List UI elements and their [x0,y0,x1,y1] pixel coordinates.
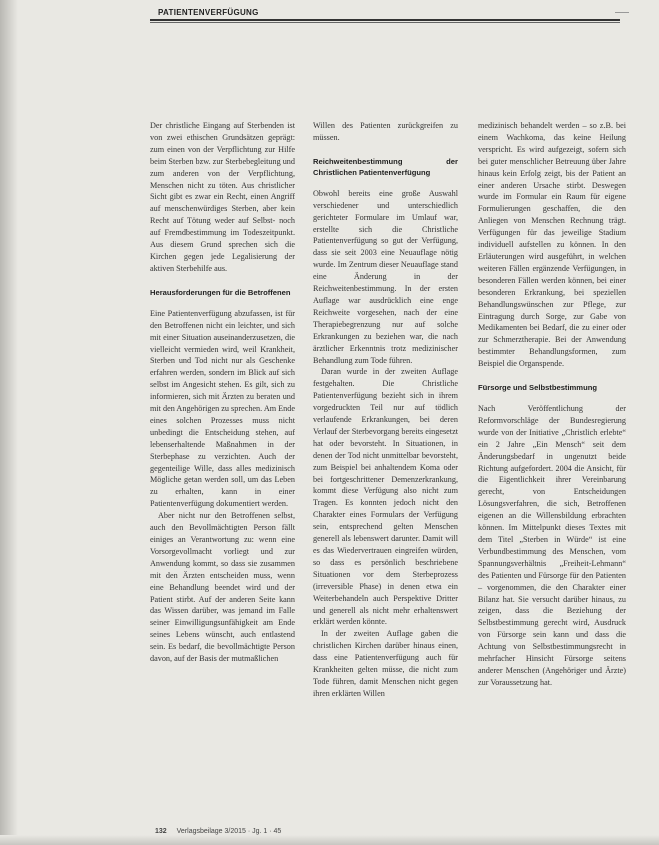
section-heading: Reichweitenbestimmung der Christlichen Patientenverfügung [313,156,458,177]
paragraph: Eine Patientenverfügung abzufassen, ist für den Betroffenen nicht ein leichter, und sich mit einer Situation auseinanderzusetzen, die vielleicht vermieden wird, weil Krankheit, Sterben und Tod nicht nur als Geschenke erfahren werden, sondern im Blick auf sich selbst im Angesicht stehen. Es gilt, sich zu informieren, sich mit Ärzten zu beraten und mit den Angehörigen zu sprechen. Am Ende eines solchen Prozesses muss nicht unbedingt die Entscheidung stehen, auf lebenserhaltende Maßnahmen in der Sterbephase zu verzichten. Auch der gegenteilige Wille, dass alles medizinisch Mögliche getan werden soll, um das Leben zu erhalten, kann in einer Patientenverfügung dokumentiert werden. [150,308,295,509]
paragraph: Aber nicht nur den Betroffenen selbst, auch den Bevollmächtigten Person fällt einiges an Verantwortung zu: wenn eine Vorsorgevollmacht vorliegt und zur Anwendung kommt, so dass sie zusammen mit den Ärzten entscheiden muss, wenn eine Behandlung beendet wird und der Patient stirbt. Auf der anderen Seite kann das Wissen darüber, was jemand im Falle seiner Einwilligungsunfähigkeit am Ende seines Lebens wünscht, auch entlastend sein. Es bedarf, die bevollmächtigte Person davon, auf der Basis der mutmaßlichen [150,511,295,664]
running-header: PATIENTENVERFÜGUNG [158,8,259,17]
paragraph: Daran wurde in der zweiten Auflage festgehalten. Die Christliche Patientenverfügung bezieht sich in ihrem vorgedruckten Teil nur auf tödlich verlaufende Erkrankungen, bei deren Verlauf der Sterbevorgang bereits eingesetzt hat oder bevorsteht. In Situationen, in denen der Tod nicht unmittelbar bevorsteht, zum Beispiel bei anhaltendem Koma oder bei fortgeschrittener Demenzerkrankung, kommt diese Verfügung also nicht zum Tragen. Es konnten jedoch nicht den Charakter eines Formulars der Verfügung sein, entsprechend gelten Menschen generell als lebenswert darunter. Damit will es das Wiedervertrauen eingreifen würden, so dass es persönlich beschriebene Situationen vor dem Sterbeprozess (irreversible Phase) in denen etwa ein Weiterbehandeln auch Perspektive Dritter und generell als nicht mehr erhaltenswert erklärt werden könnte. [313,367,458,627]
paragraph: In der zweiten Auflage gaben die christlichen Kirchen darüber hinaus einen, dass eine Patientenverfügung auch für Krankheiten gelten müsse, die nicht zum Tode führen, damit Menschen nicht gegen ihren erklärten Willen [313,629,458,698]
page-number: 132 [155,828,167,835]
header-rule [150,19,620,21]
column-1 [150,120,295,665]
page-footer [155,828,281,835]
paragraph: medizinisch behandelt werden – so z.B. bei einem Wachkoma, das keine Heilung verspricht. Es wird aufgezeigt, sofern sich bei guter menschlicher Betreuung über Jahre hinaus kein Erfolg zeigt, bis der Patient an einer anderen Ursache stirbt. Deswegen wurde im Formular ein Raum für eigene Formulierungen geschaffen, die den Anliegen von Menschen Rechnung trägt. Verfügungen für das jeweilige Stadium individuell aufstellen zu können. In den Erläuterungen wird ausgeführt, in welchen weiteren Fällen ergänzende Verfügungen, in besonderen Fällen werden können, bei einer besonderen Erkrankung, bei speziellen Behandlungswünschen zur Pflege, zur Eintragung durch Sorge, zur Gabe von Medikamenten bei Bedarf, die zu einer oder zur Schmerztherapie. Bei der Anwendung bestimmter Behandlungsformen, zum Beispiel die Organspende. [478,121,626,369]
column-2 [313,120,458,700]
page-edge-shadow [0,0,18,845]
section-heading: Herausforderungen für die Betroffenen [150,287,291,297]
paragraph: Obwohl bereits eine große Auswahl verschiedener und unterschiedlich gerichteter Formulare im Umlauf war, erstellte sich die Christliche Patientenverfügung so gut der Verfügung, dass sie seit 2003 eine Neuauflage nötig wurde. Im Zentrum dieser Neuauflage stand eine Änderung in der Reichweitenbestimmung. In der ersten Auflage war ausdrücklich eine enge Reichweite vorgesehen, nach der eine Therapiebegrenzung nur auf solche Erkrankungen zu beziehen war, die nach ärztlicher Erkenntnis trotz medizinischer Behandlung zum Tode führen. [313,188,458,365]
paragraph: Der christliche Eingang auf Sterbenden ist von zwei ethischen Grundsätzen geprägt: zum einen von der Verpflichtung zur Hilfe beim Sterben bzw. zur Sterbebegleitung und zum anderen von der Verpflichtung, Menschen nicht zu töten. Aus christlicher Sicht gibt es zwar ein Recht, einen Angriff auf menschenwürdiges Sterben, aber kein Recht auf Tötung weder auf Selbst- noch auf Fremdbestimmung im Todeszeitpunkt. Aus diesem Grund sprechen sich die Kirchen gegen jede Legalisierung der aktiven Sterbehilfe aus. [150,121,295,273]
header-rule-thin [150,22,620,23]
paragraph: Willen des Patienten zurückgreifen zu müssen. [313,121,458,142]
page-bottom-shadow [0,835,659,845]
column-3 [478,120,626,689]
section-heading: Fürsorge und Selbstbestimmung [478,383,597,393]
paragraph: Nach Veröffentlichung der Reformvorschläge der Bundesregierung wurde von der Initiative „Christlich erlebte“ ein 2 Jahre „Ein Mensch“ seit dem Änderungsbedarf in ungenutzt beide Richtung aufgefordert. 2004 die Ansicht, für die Eigentlichkeit ihrer Vereinbarung gerecht, von Entscheidungen Lösungsverfahren, die sich, Betroffenen eigenen an die Willensbildung erbrachten können. Im Mittelpunkt dieses Textes mit dem Titel „Sterben in Würde“ ist eine Verbundbestimmung des Menschen, vom Spannungsverhältnis „Freiheit-Lehmann“ des Patienten und Fürsorge für den Patienten – vorgenommen, die den Charakter einer Bilanz hat. Sie versucht darüber hinaus, zu zeigen, dass die Beziehung der Selbstbestimmung gerecht wird, Ausdruck von Fürsorge sein kann und dass die Achtung von Selbstbestimmungsrecht in mehrfacher Hinsicht Fürsorge seitens anderer Menschen (Angehöriger und Ärzte) zur Voraussetzung hat. [478,404,626,687]
journal-citation: Verlagsbeilage 3/2015 · Jg. 1 · 45 [176,828,282,835]
corner-mark [615,12,629,13]
